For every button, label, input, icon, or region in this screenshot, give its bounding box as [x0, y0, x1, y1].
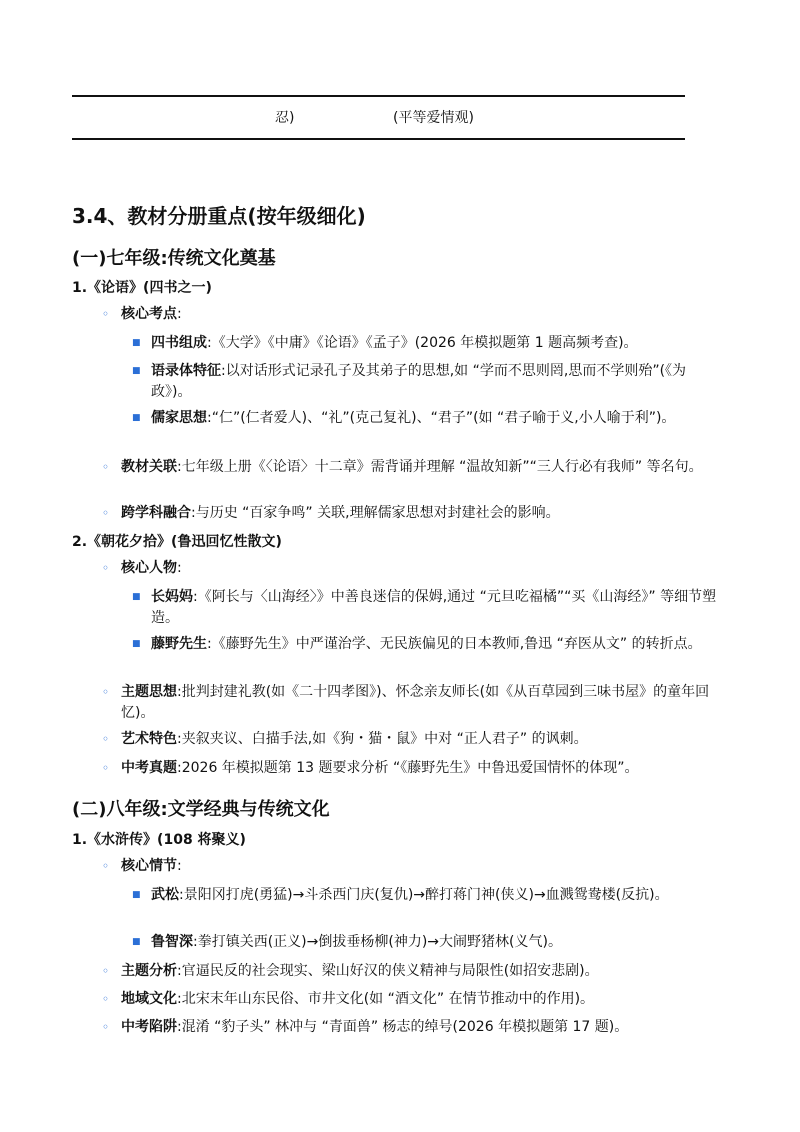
point-text: :	[177, 560, 182, 576]
book-heading: 1.《论语》(四书之一)	[72, 280, 212, 296]
list-item	[132, 932, 721, 953]
list-item	[102, 558, 721, 579]
book-heading: 2.《朝花夕拾》(鲁迅回忆性散文)	[72, 534, 282, 550]
list-item	[102, 1017, 721, 1038]
book-heading: 1.《水浒传》(108 将聚义)	[72, 832, 246, 848]
point-text: :	[177, 306, 182, 322]
list-item	[132, 885, 721, 906]
table-bottom-rule	[72, 138, 685, 140]
list-item	[132, 634, 721, 655]
list-item	[132, 408, 721, 429]
list-item	[102, 989, 721, 1010]
list-item	[132, 333, 721, 354]
point-term: 中考真题	[121, 760, 177, 776]
section-title: 3.4、教材分册重点(按年级细化)	[72, 204, 366, 228]
point-term: 鲁智深	[151, 934, 193, 950]
circle-bullet-icon: ◦	[102, 460, 110, 474]
point-term: 核心考点	[121, 306, 177, 322]
point-term: 长妈妈	[151, 589, 193, 605]
point-text: :《大学》《中庸》《论语》《孟子》(2026 年模拟题第 1 题高频考查)。	[207, 335, 638, 351]
circle-bullet-icon: ◦	[102, 685, 110, 699]
square-bullet-icon: ■	[132, 639, 141, 649]
list-item	[102, 457, 721, 478]
list-item	[102, 961, 721, 982]
circle-bullet-icon: ◦	[102, 506, 110, 520]
circle-bullet-icon: ◦	[102, 992, 110, 1006]
point-text: :《阿长与〈山海经〉》中善良迷信的保姆,通过 “元旦吃福橘”“买《山海经》” 等细节塑造。	[151, 589, 717, 626]
list-item	[102, 856, 721, 877]
square-bullet-icon: ■	[132, 366, 141, 376]
point-term: 核心人物	[121, 560, 177, 576]
list-item	[132, 587, 721, 629]
point-term: 主题分析	[121, 963, 177, 979]
list-item	[102, 729, 721, 750]
point-text: :七年级上册《〈论语〉十二章》需背诵并理解 “温故知新”“三人行必有我师” 等名句。	[177, 459, 703, 475]
square-bullet-icon: ■	[132, 338, 141, 348]
point-text: :官逼民反的社会现实、梁山好汉的侠义精神与局限性(如招安悲剧)。	[177, 963, 599, 979]
square-bullet-icon: ■	[132, 592, 141, 602]
point-term: 教材关联	[121, 459, 177, 475]
point-term: 武松	[151, 887, 179, 903]
list-item	[132, 361, 721, 403]
point-text: :	[177, 858, 182, 874]
circle-bullet-icon: ◦	[102, 964, 110, 978]
point-term: 儒家思想	[151, 410, 207, 426]
point-text: :景阳冈打虎(勇猛)→斗杀西门庆(复仇)→醉打蒋门神(侠义)→血溅鸳鸯楼(反抗)。	[179, 887, 669, 903]
point-text: :拳打镇关西(正义)→倒拔垂杨柳(神力)→大闹野猪林(义气)。	[193, 934, 562, 950]
point-term: 中考陷阱	[121, 1019, 177, 1035]
circle-bullet-icon: ◦	[102, 859, 110, 873]
list-item	[102, 682, 721, 724]
point-term: 四书组成	[151, 335, 207, 351]
grade-heading: (二)八年级:文学经典与传统文化	[72, 799, 330, 820]
grade-heading: (一)七年级:传统文化奠基	[72, 248, 276, 269]
table-cell: (平等爱情观)	[393, 110, 474, 126]
square-bullet-icon: ■	[132, 413, 141, 423]
circle-bullet-icon: ◦	[102, 761, 110, 775]
table-top-rule	[72, 95, 685, 97]
circle-bullet-icon: ◦	[102, 732, 110, 746]
point-text: :夹叙夹议、白描手法,如《狗・猫・鼠》中对 “正人君子” 的讽刺。	[177, 731, 588, 747]
point-text: :批判封建礼教(如《二十四孝图》)、怀念亲友师长(如《从百草园到三味书屋》的童年回忆)。	[121, 684, 710, 721]
list-item	[102, 758, 721, 779]
list-item	[102, 503, 721, 524]
point-term: 核心情节	[121, 858, 177, 874]
table-cell: 忍)	[275, 110, 295, 126]
point-term: 藤野先生	[151, 636, 207, 652]
point-text: :混淆 “豹子头” 林冲与 “青面兽” 杨志的绰号(2026 年模拟题第 17 题)。	[177, 1019, 629, 1035]
point-term: 跨学科融合	[121, 505, 191, 521]
point-text: :《藤野先生》中严谨治学、无民族偏见的日本教师,鲁迅 “弃医从文” 的转折点。	[207, 636, 702, 652]
point-term: 艺术特色	[121, 731, 177, 747]
point-text: :北宋末年山东民俗、市井文化(如 “酒文化” 在情节推动中的作用)。	[177, 991, 595, 1007]
point-text: :“仁”(仁者爱人)、“礼”(克己复礼)、“君子”(如 “君子喻于义,小人喻于利”)。	[207, 410, 676, 426]
square-bullet-icon: ■	[132, 890, 141, 900]
list-item	[102, 304, 721, 325]
circle-bullet-icon: ◦	[102, 307, 110, 321]
point-text: :2026 年模拟题第 13 题要求分析 “《藤野先生》中鲁迅爱国情怀的体现”。	[177, 760, 639, 776]
point-text: :以对话形式记录孔子及其弟子的思想,如 “学而不思则罔,思而不学则殆”(《为政》)。	[151, 363, 687, 400]
point-term: 地域文化	[121, 991, 177, 1007]
point-text: :与历史 “百家争鸣” 关联,理解儒家思想对封建社会的影响。	[191, 505, 560, 521]
square-bullet-icon: ■	[132, 937, 141, 947]
circle-bullet-icon: ◦	[102, 1020, 110, 1034]
point-term: 语录体特征	[151, 363, 221, 379]
circle-bullet-icon: ◦	[102, 561, 110, 575]
point-term: 主题思想	[121, 684, 177, 700]
